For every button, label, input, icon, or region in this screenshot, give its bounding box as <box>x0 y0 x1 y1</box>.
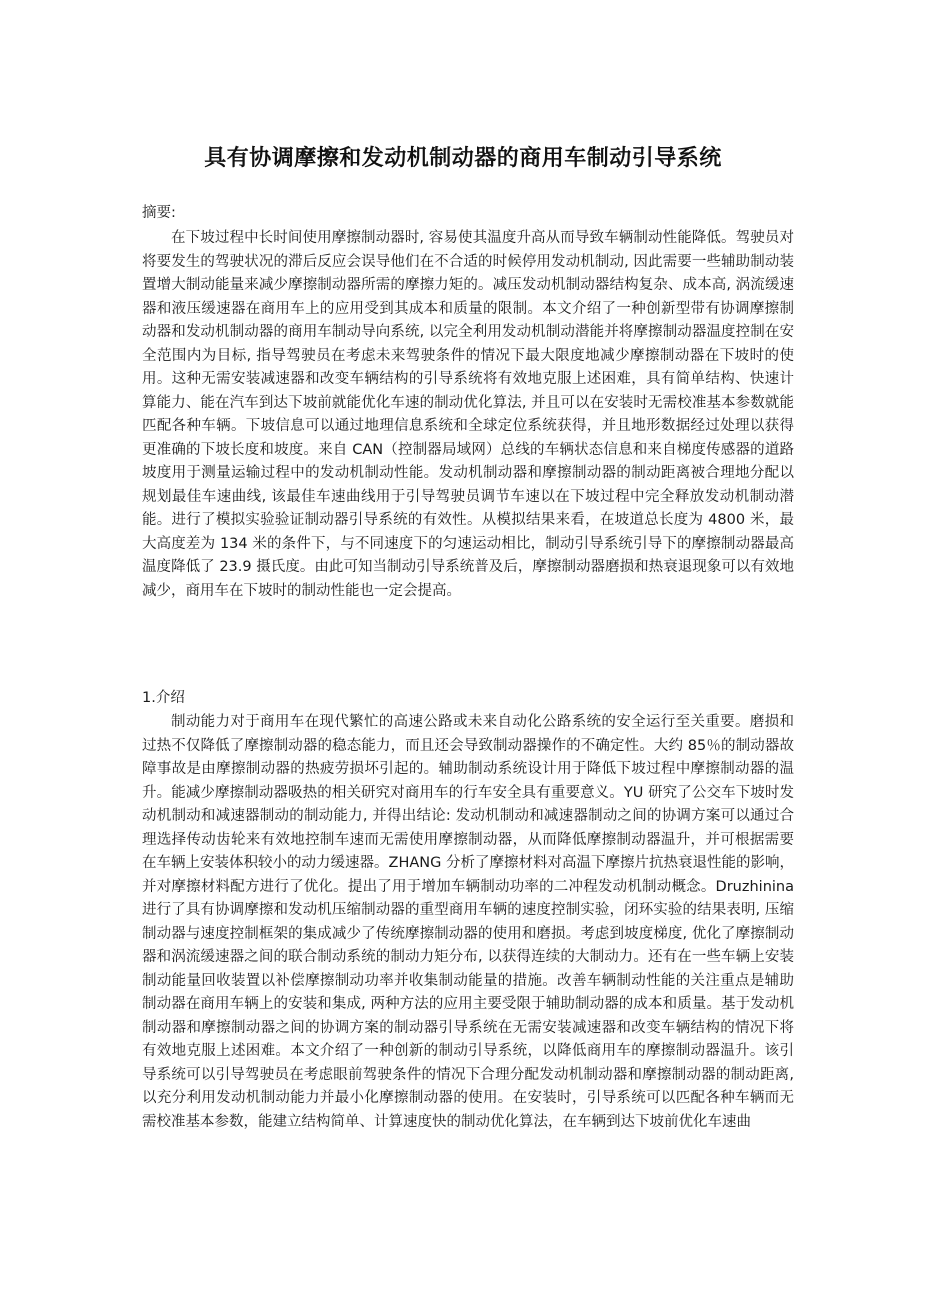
abstract-label: 摘要: <box>142 205 176 221</box>
introduction-section <box>142 711 794 1134</box>
introduction-paragraph: 制动能力对于商用车在现代繁忙的高速公路或未来自动化公路系统的安全运行至关重要。磨损和过热不仅降低了摩擦制动器的稳态能力，而且还会导致制动器操作的不确定性。大约 85％的制动器故障事故是由摩擦制动器的热疲劳损坏引起的。辅助制动系统设计用于降低下坡过程中摩擦制动器的温升。能减少摩擦制动器吸热的相关研究对商用车的行车安全具有重要意义。YU 研究了公交车下坡时发动机制动和减速器制动的制动能力, 并得出结论: 发动机制动和减速器制动之间的协调方案可以通过合理选择传动齿轮来有效地控制车速而无需使用摩擦制动器，从而降低摩擦制动器温升，并可根据需要在车辆上安装体积较小的动力缓速器。ZHANG 分析了摩擦材料对高温下摩擦片抗热衰退性能的影响，并对摩擦材料配方进行了优化。提出了用于增加车辆制动功率的二冲程发动机制动概念。Druzhinina 进行了具有协调摩擦和发动机压缩制动器的重型商用车辆的速度控制实验，闭环实验的结果表明, 压缩制动器与速度控制框架的集成减少了传统摩擦制动器的使用和磨损。考虑到坡度梯度, 优化了摩擦制动器和涡流缓速器之间的联合制动系统的制动力矩分布, 以获得连续的大制动力。还有在一些车辆上安装制动能量回收装置以补偿摩擦制动功率并收集制动能量的措施。改善车辆制动性能的关注重点是辅助制动器在商用车辆上的安装和集成, 两种方法的应用主要受限于辅助制动器的成本和质量。基于发动机制动器和摩擦制动器之间的协调方案的制动器引导系统在无需安装减速器和改变车辆结构的情况下将有效地克服上述困难。本文介绍了一种创新的制动引导系统，以降低商用车的摩擦制动器温升。该引导系统可以引导驾驶员在考虑眼前驾驶条件的情况下合理分配发动机制动器和摩擦制动器的制动距离, 以充分利用发动机制动能力并最小化摩擦制动器的使用。在安装时，引导系统可以匹配各种车辆而无需校准基本参数，能建立结构简单、计算速度快的制动优化算法，在车辆到达下坡前优化车速曲 <box>142 714 794 1130</box>
document-title: 具有协调摩擦和发动机制动器的商用车制动引导系统 <box>204 146 722 171</box>
abstract-section <box>142 227 794 603</box>
section-heading-introduction: 1.介绍 <box>142 690 185 706</box>
abstract-paragraph: 在下坡过程中长时间使用摩擦制动器时, 容易使其温度升高从而导致车辆制动性能降低。驾驶员对将要发生的驾驶状况的滞后反应会误导他们在不合适的时候停用发动机制动, 因此需要一些辅助制动装置增大制动能量来减少摩擦制动器所需的摩擦力矩的。减压发动机制动器结构复杂、成本高, 涡流缓速器和液压缓速器在商用车上的应用受到其成本和质量的限制。本文介绍了一种创新型带有协调摩擦制动器和发动机制动器的商用车制动导向系统, 以完全利用发动机制动潜能并将摩擦制动器温度控制在安全范围内为目标, 指导驾驶员在考虑未来驾驶条件的情况下最大限度地减少摩擦制动器在下坡时的使用。这种无需安装减速器和改变车辆结构的引导系统将有效地克服上述困难，具有简单结构、快速计算能力、能在汽车到达下坡前就能优化车速的制动优化算法, 并且可以在安装时无需校准基本参数就能匹配各种车辆。下坡信息可以通过地理信息系统和全球定位系统获得，并且地形数据经过处理以获得更准确的下坡长度和坡度。来自 CAN（控制器局域网）总线的车辆状态信息和来自梯度传感器的道路坡度用于测量运输过程中的发动机制动性能。发动机制动器和摩擦制动器的制动距离被合理地分配以规划最佳车速曲线, 该最佳车速曲线用于引导驾驶员调节车速以在下坡过程中完全释放发动机制动潜能。进行了模拟实验验证制动器引导系统的有效性。从模拟结果来看，在坡道总长度为 4800 米，最大高度差为 134 米的条件下，与不同速度下的匀速运动相比，制动引导系统引导下的摩擦制动器最高温度降低了 23.9 摄氏度。由此可知当制动引导系统普及后，摩擦制动器磨损和热衰退现象可以有效地减少，商用车在下坡时的制动性能也一定会提高。 <box>142 230 794 599</box>
